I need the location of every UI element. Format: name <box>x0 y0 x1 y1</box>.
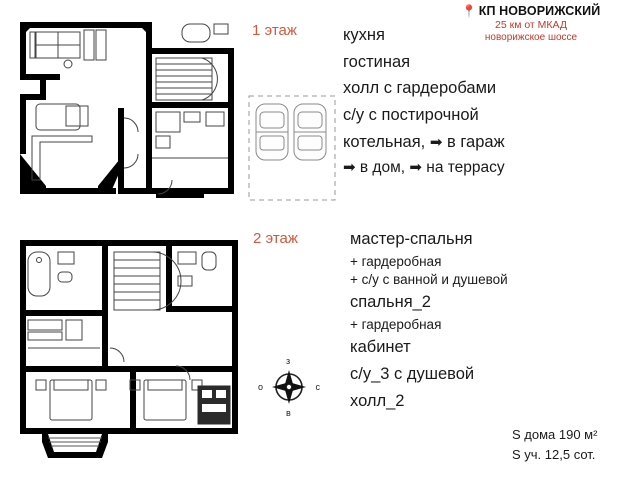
compass-label-west: о <box>258 382 264 392</box>
area-info <box>512 425 632 464</box>
room-item: спальня_2 <box>350 293 431 312</box>
brand-subtitle: 25 км от МКАД <box>495 19 567 31</box>
floor-1-room-list <box>343 22 633 179</box>
brand-title-row <box>428 4 634 18</box>
room-item-garage-label: в гараж <box>447 132 505 151</box>
map-pin-icon: 📍 <box>461 4 477 18</box>
area-plot: S уч. 12,5 сот. <box>512 446 596 462</box>
entry-arrows-line <box>343 156 633 180</box>
arrow-right-icon: ➡ <box>343 158 356 176</box>
arrow-right-icon: ➡ <box>409 158 422 176</box>
arrow-right-icon: ➡ <box>429 133 443 151</box>
room-item: + гардеробная <box>350 316 442 332</box>
room-item: + гардеробная <box>350 253 442 269</box>
brand-subtitle-secondary: новорижское шоссе <box>484 32 578 43</box>
room-item-label: котельная, <box>343 132 426 151</box>
room-item-boiler <box>343 129 633 156</box>
floor-2-room-list <box>350 226 635 414</box>
room-item: мастер-спальня <box>350 230 473 248</box>
room-item: холл_2 <box>350 391 405 410</box>
compass-icon <box>258 356 320 418</box>
room-item: с/у с постирочной <box>343 106 479 125</box>
room-item: гостиная <box>343 52 411 71</box>
brand-title: КП НОВОРИЖСКИЙ <box>478 4 601 18</box>
floor-2-label: 2 этаж <box>253 230 298 247</box>
room-item: кухня <box>343 26 385 44</box>
compass-label-north: з <box>286 356 291 366</box>
area-house: S дома 190 м² <box>512 427 598 442</box>
room-item: кабинет <box>350 338 411 357</box>
room-item: холл с гардеробами <box>343 79 497 98</box>
compass-label-east: с <box>315 382 320 392</box>
room-item: + с/у с ванной и душевой <box>350 271 508 287</box>
floor-2-plan <box>6 228 256 474</box>
room-item: с/у_3 с душевой <box>350 364 475 383</box>
floor-1-label: 1 этаж <box>252 22 297 39</box>
compass-label-south: в <box>286 408 291 418</box>
arrow-target-house: в дом, <box>359 158 406 176</box>
arrow-target-terrace: на террасу <box>426 158 505 176</box>
